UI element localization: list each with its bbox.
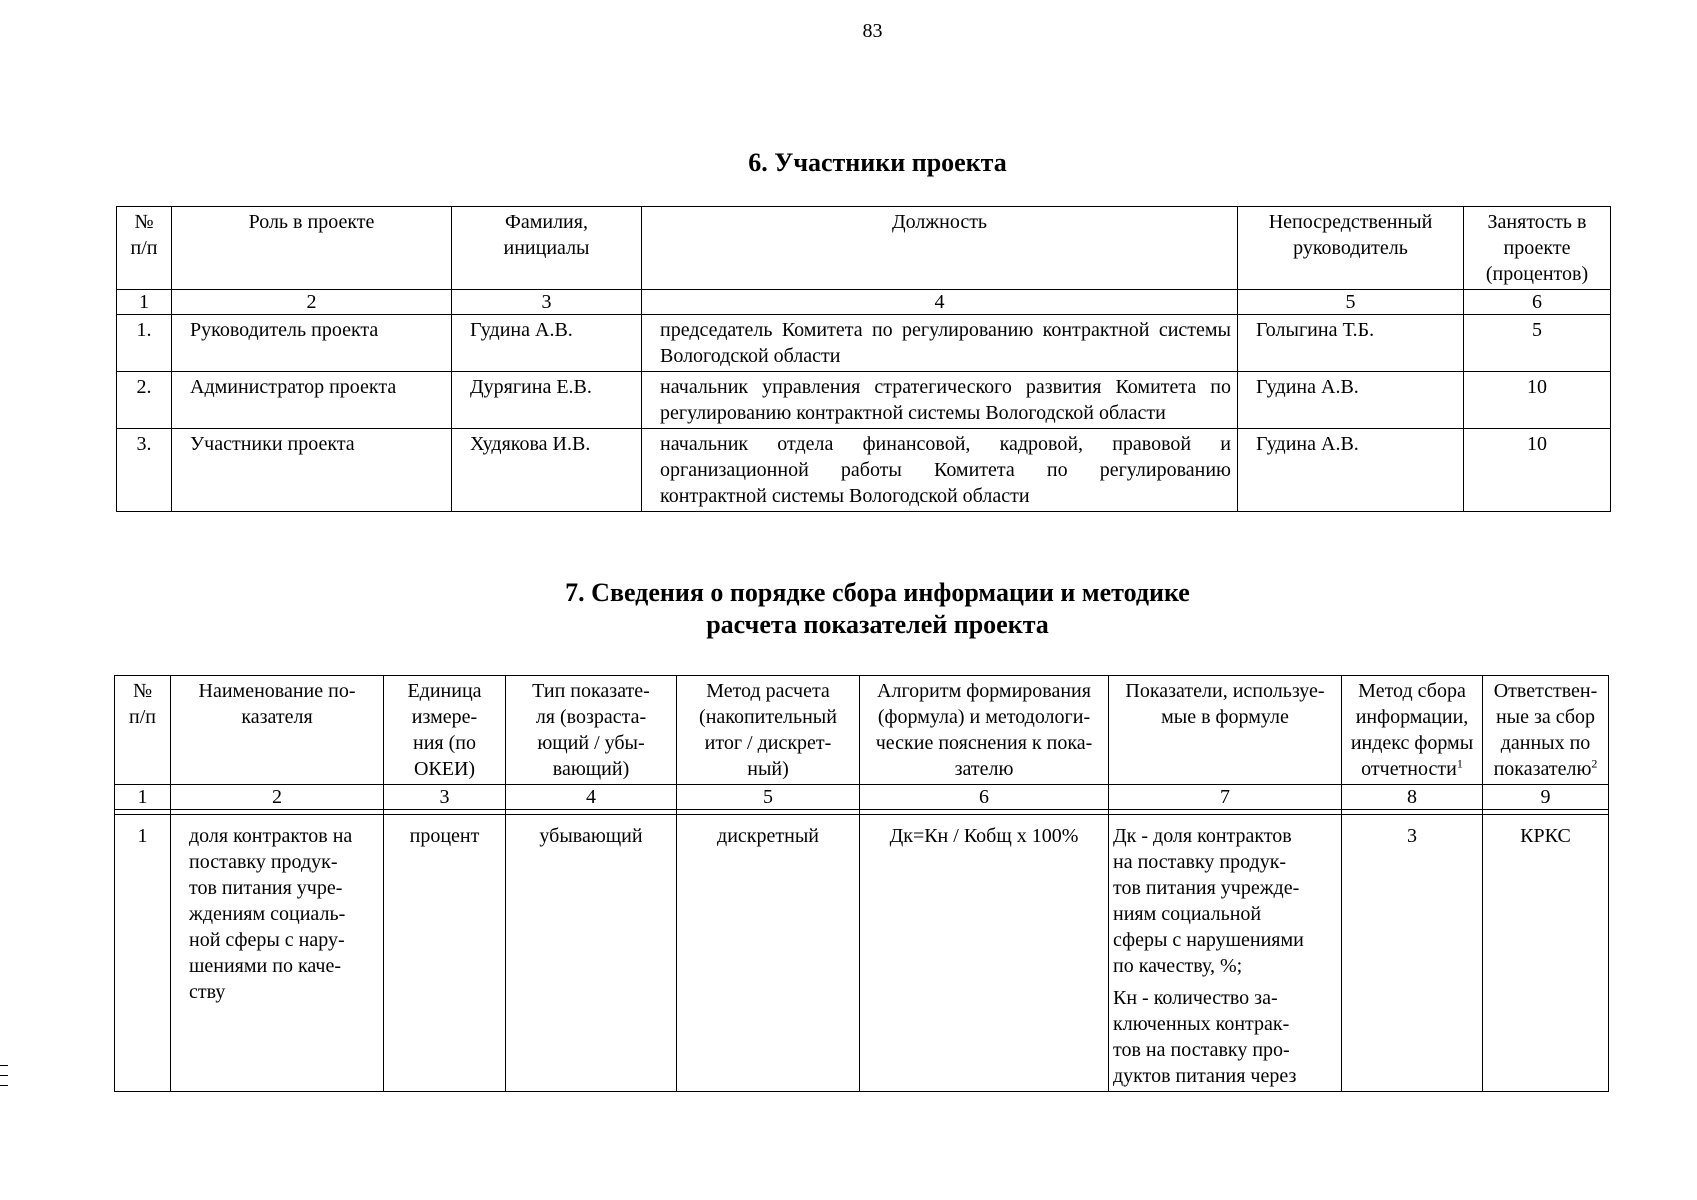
header-responsible-text: Ответствен- ные за сбор данных по показателю [1493, 680, 1598, 780]
indicator-description: Дк - доля контрактов на поставку продук- тов питания учрежде- ниям социальной сферы с нарушениями по качеству, %; [1113, 825, 1304, 977]
header-number: № п/п [117, 207, 172, 290]
indicators-table [114, 675, 1609, 1092]
manager-cell: Голыгина Т.Б. [1238, 315, 1464, 372]
table-row [117, 315, 1611, 372]
table-header-row [117, 207, 1611, 290]
col-number: 6 [860, 785, 1109, 810]
section-7-title-line-1: 7. Сведения о порядке сбора информации и методике [565, 578, 1190, 607]
manager-cell: Гудина А.В. [1238, 372, 1464, 429]
table-row [115, 815, 1609, 1092]
header-unit: Единица измере- ния (по ОКЕИ) [384, 676, 506, 785]
col-number: 2 [171, 785, 384, 810]
footnote-1: 1 [1456, 756, 1463, 771]
column-number-row [117, 290, 1611, 315]
collect-method-cell: 3 [1342, 815, 1483, 1092]
edge-marks [0, 1065, 8, 1095]
position-cell: председатель Комитета по регулированию контрактной системы Вологодской области [642, 315, 1238, 372]
method-cell: дискретный [677, 815, 860, 1092]
indicator-description: Кн - количество за- ключенных контрак- тов на поставку про- дуктов питания через [1113, 987, 1297, 1087]
formula-indicators-cell [1109, 815, 1342, 1092]
responsible-cell: КРКС [1483, 815, 1609, 1092]
header-indicator-type: Тип показате- ля (возраста- ющий / убы- вающий) [506, 676, 677, 785]
manager-cell: Гудина А.В. [1238, 429, 1464, 512]
footnote-2: 2 [1591, 756, 1598, 771]
section-7-title [0, 577, 1697, 641]
header-number: № п/п [115, 676, 171, 785]
indicator-name-cell: доля контрактов на поставку продук- тов питания учре- ждениям социаль- ной сферы с нару- шениями по каче- ству [171, 815, 384, 1092]
col-number: 4 [642, 290, 1238, 315]
header-calc-method: Метод расчета (накопительный итог / дискрет- ный) [677, 676, 860, 785]
col-number: 5 [1238, 290, 1464, 315]
header-algorithm: Алгоритм формирования (формула) и методологи- ческие пояснения к пока- зателю [860, 676, 1109, 785]
header-formula-indicators: Показатели, используе- мые в формуле [1109, 676, 1342, 785]
formula-cell: Дк=Кн / Кобщ х 100% [860, 815, 1109, 1092]
header-name: Фамилия, инициалы [452, 207, 642, 290]
row-number: 2. [117, 372, 172, 429]
col-number: 6 [1464, 290, 1611, 315]
table-row [117, 429, 1611, 512]
col-number: 8 [1342, 785, 1483, 810]
unit-cell: процент [384, 815, 506, 1092]
header-position: Должность [642, 207, 1238, 290]
page-number: 83 [862, 20, 883, 42]
header-load: Занятость в проекте (процентов) [1464, 207, 1611, 290]
col-number: 9 [1483, 785, 1609, 810]
participants-table [116, 206, 1611, 512]
col-number: 4 [506, 785, 677, 810]
row-number: 3. [117, 429, 172, 512]
role-cell: Руководитель проекта [172, 315, 452, 372]
col-number: 3 [452, 290, 642, 315]
row-number: 1. [117, 315, 172, 372]
column-number-row [115, 785, 1609, 810]
table-header-row [115, 676, 1609, 785]
col-number: 1 [117, 290, 172, 315]
position-cell: начальник отдела финансовой, кадровой, правовой и организационной работы Комитета по регулированию контрактной системы Вологодской области [642, 429, 1238, 512]
col-number: 1 [115, 785, 171, 810]
load-cell: 5 [1464, 315, 1611, 372]
header-indicator-name: Наименование по- казателя [171, 676, 384, 785]
load-cell: 10 [1464, 372, 1611, 429]
col-number: 7 [1109, 785, 1342, 810]
role-cell: Администратор проекта [172, 372, 452, 429]
header-manager: Непосредственный руководитель [1238, 207, 1464, 290]
header-collect-method [1342, 676, 1483, 785]
load-cell: 10 [1464, 429, 1611, 512]
type-cell: убывающий [506, 815, 677, 1092]
row-number: 1 [115, 815, 171, 1092]
name-cell: Гудина А.В. [452, 315, 642, 372]
col-number: 2 [172, 290, 452, 315]
header-collect-method-text: Метод сбора информации, индекс формы отчетности [1350, 680, 1474, 780]
name-cell: Дурягина Е.В. [452, 372, 642, 429]
name-cell: Худякова И.В. [452, 429, 642, 512]
header-responsible [1483, 676, 1609, 785]
role-cell: Участники проекта [172, 429, 452, 512]
section-7-title-line-2: расчета показателей проекта [706, 610, 1049, 639]
col-number: 5 [677, 785, 860, 810]
table-row [117, 372, 1611, 429]
col-number: 3 [384, 785, 506, 810]
position-cell: начальник управления стратегического развития Комитета по регулированию контрактной системы Вологодской области [642, 372, 1238, 429]
header-role: Роль в проекте [172, 207, 452, 290]
section-6-title: 6. Участники проекта [748, 148, 1007, 177]
